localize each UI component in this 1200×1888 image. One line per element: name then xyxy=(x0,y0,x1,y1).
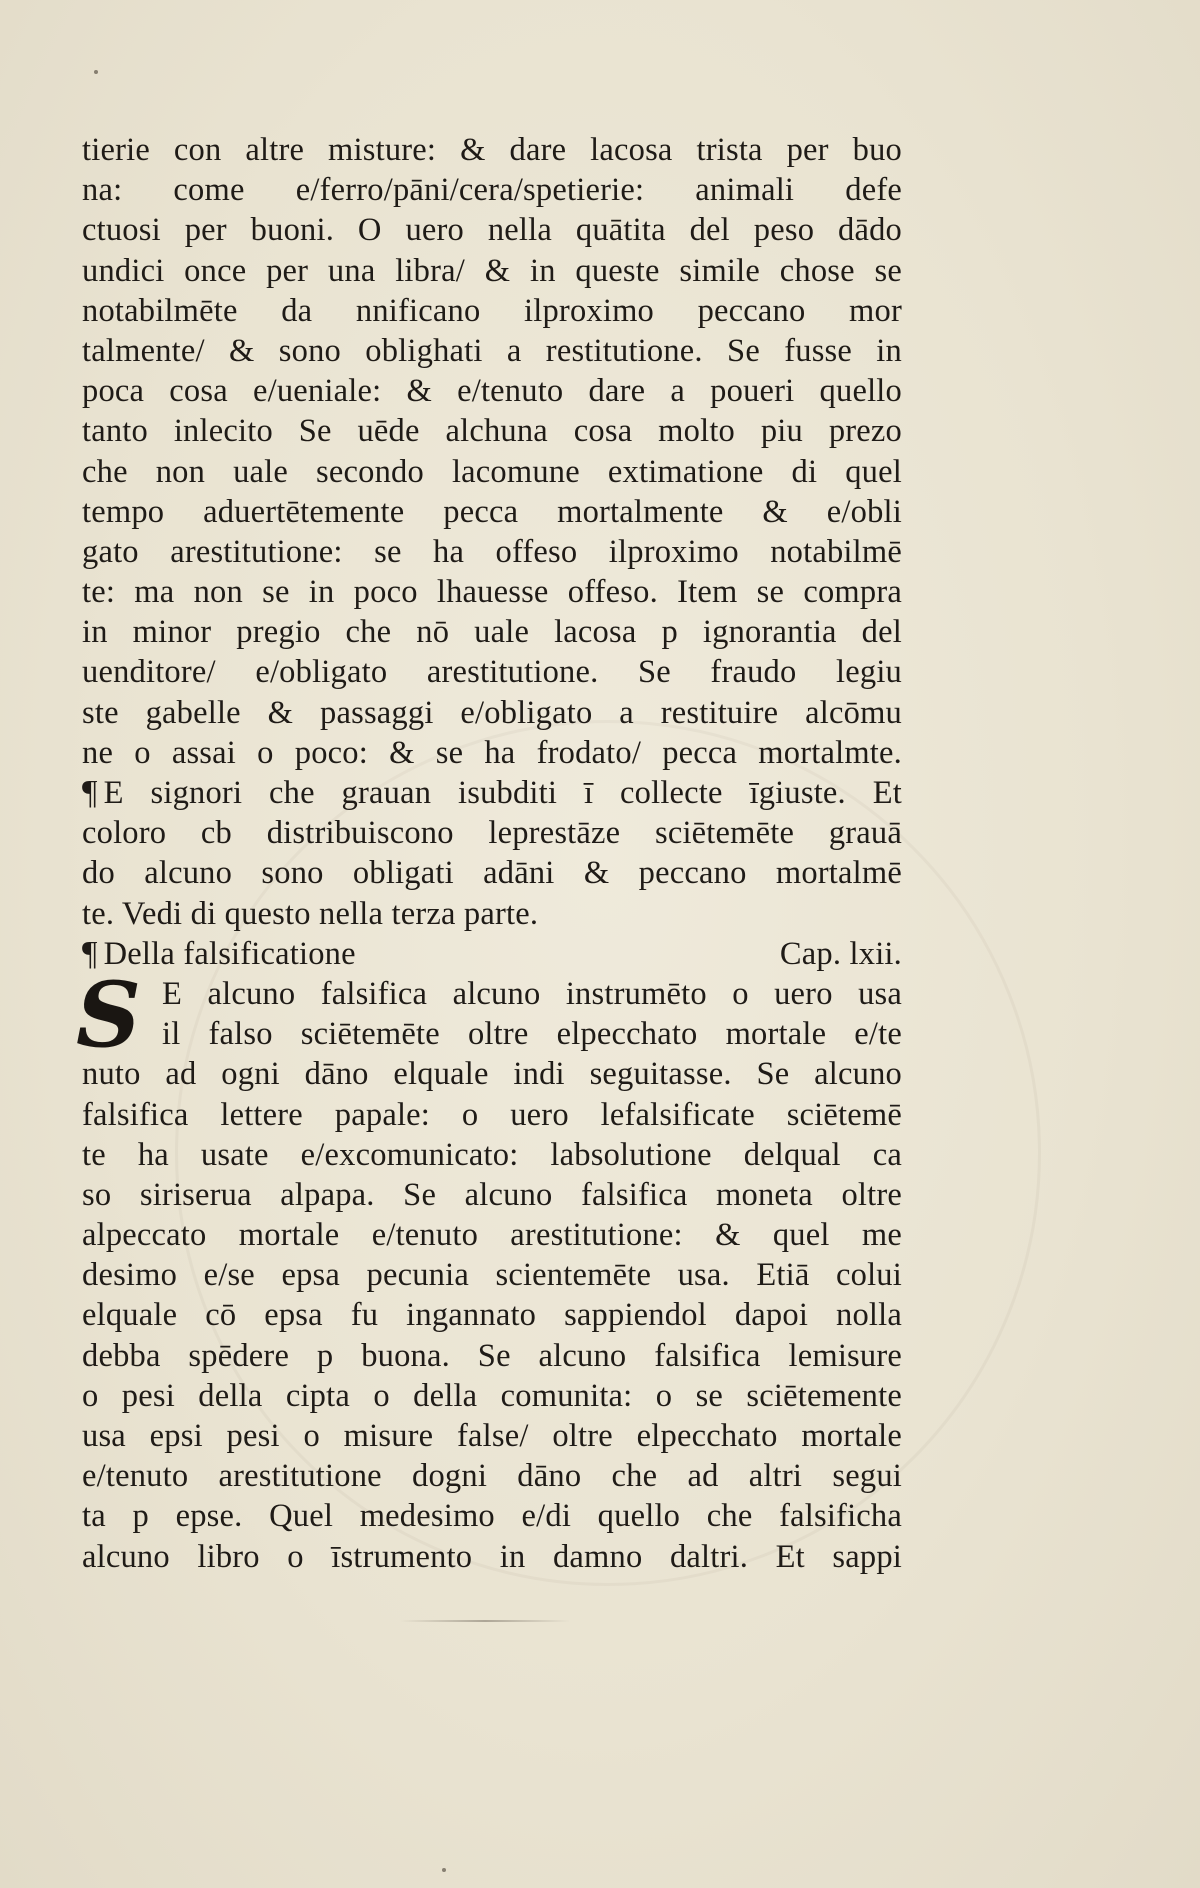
text-line: na: come e/ferro/pāni/cera/spetierie: animali defe xyxy=(82,172,902,209)
chapter-heading xyxy=(82,934,902,974)
text-line: te ha usate e/excomunicato: labsolutione delqual ca xyxy=(82,1136,902,1173)
text-line: E alcuno falsifica alcuno instrumēto o uero usa xyxy=(162,975,902,1012)
text-block xyxy=(82,130,902,1577)
text-line: coloro cb distribuiscono leprestāze sciētemēte grauā xyxy=(82,815,902,852)
ink-rule xyxy=(400,1620,570,1622)
text-line: o pesi della cipta o della comunita: o se sciētemente xyxy=(82,1377,902,1414)
text-line: do alcuno sono obligati adāni & peccano mortalmē xyxy=(82,855,902,892)
text-line: tanto inlecito Se uēde alchuna cosa molto piu prezo xyxy=(82,413,902,450)
text-line: alpeccato mortale e/tenuto arestitutione: & quel me xyxy=(82,1217,902,1254)
text-line: alcuno libro o īstrumento in damno daltri. Et sappi xyxy=(82,1538,902,1575)
ink-speck xyxy=(94,70,98,74)
text-line: desimo e/se epsa pecunia scientemēte usa. Etiā colui xyxy=(82,1257,902,1294)
text-line: poca cosa e/ueniale: & e/tenuto dare a poueri quello xyxy=(82,373,902,410)
text-line: E signori che grauan isubditi ī collecte īgiuste. Et xyxy=(103,775,902,811)
text-line: talmente/ & sono oblighati a restitutione. Se fusse in xyxy=(82,332,902,369)
text-line: gato arestitutione: se ha offeso ilproximo notabilmē xyxy=(82,533,902,570)
text-line: ne o assai o poco: & se ha frodato/ pecca mortalmte. xyxy=(82,734,902,771)
text-line: debba spēdere p buona. Se alcuno falsifica lemisure xyxy=(82,1337,902,1374)
text-line: tempo aduertētemente pecca mortalmente & e/obli xyxy=(82,493,902,530)
chapter-title: Della falsificatione xyxy=(103,935,356,972)
pilcrow-mark: ¶ xyxy=(82,774,98,811)
text-line: che non uale secondo lacomune extimatione di quel xyxy=(82,453,902,490)
text-line: elquale cō epsa fu ingannato sappiendol dapoi nolla xyxy=(82,1297,902,1334)
text-line: notabilmēte da nnificano ilproximo peccano mor xyxy=(82,292,902,329)
text-line: ste gabelle & passaggi e/obligato a restituire alcōmu xyxy=(82,694,902,731)
text-line: nuto ad ogni dāno elquale indi seguitasse. Se alcuno xyxy=(82,1056,902,1093)
pilcrow-mark: ¶ xyxy=(82,934,98,972)
text-line: falsifica lettere papale: o uero lefalsificate sciētemē xyxy=(82,1096,902,1133)
ink-speck xyxy=(442,1868,446,1872)
text-line: ctuosi per buoni. O uero nella quātita del peso dādo xyxy=(82,212,902,249)
text-line: te: ma non se in poco lhauesse offeso. Item se compra xyxy=(82,574,902,611)
text-line: il falso sciētemēte oltre elpecchato mortale e/te xyxy=(162,1016,902,1053)
text-line: tierie con altre misture: & dare lacosa trista per buo xyxy=(82,132,902,168)
paragraph-line xyxy=(82,773,902,813)
text-line: undici once per una libra/ & in queste simile chose se xyxy=(82,252,902,289)
text-line: ta p epse. Quel medesimo e/di quello che falsificha xyxy=(82,1498,902,1535)
text-line: te. Vedi di questo nella terza parte. xyxy=(82,895,539,932)
text-line: so siriserua alpapa. Se alcuno falsifica moneta oltre xyxy=(82,1176,902,1213)
chapter-number: Cap. lxii. xyxy=(779,935,902,972)
text-line: e/tenuto arestitutione dogni dāno che ad altri segui xyxy=(82,1458,902,1495)
text-line: in minor pregio che nō uale lacosa p ignorantia del xyxy=(82,614,902,651)
decorated-initial: S xyxy=(76,962,141,1068)
text-line: usa epsi pesi o misure false/ oltre elpecchato mortale xyxy=(82,1418,902,1454)
text-line: uenditore/ e/obligato arestitutione. Se fraudo legiu xyxy=(82,654,902,691)
